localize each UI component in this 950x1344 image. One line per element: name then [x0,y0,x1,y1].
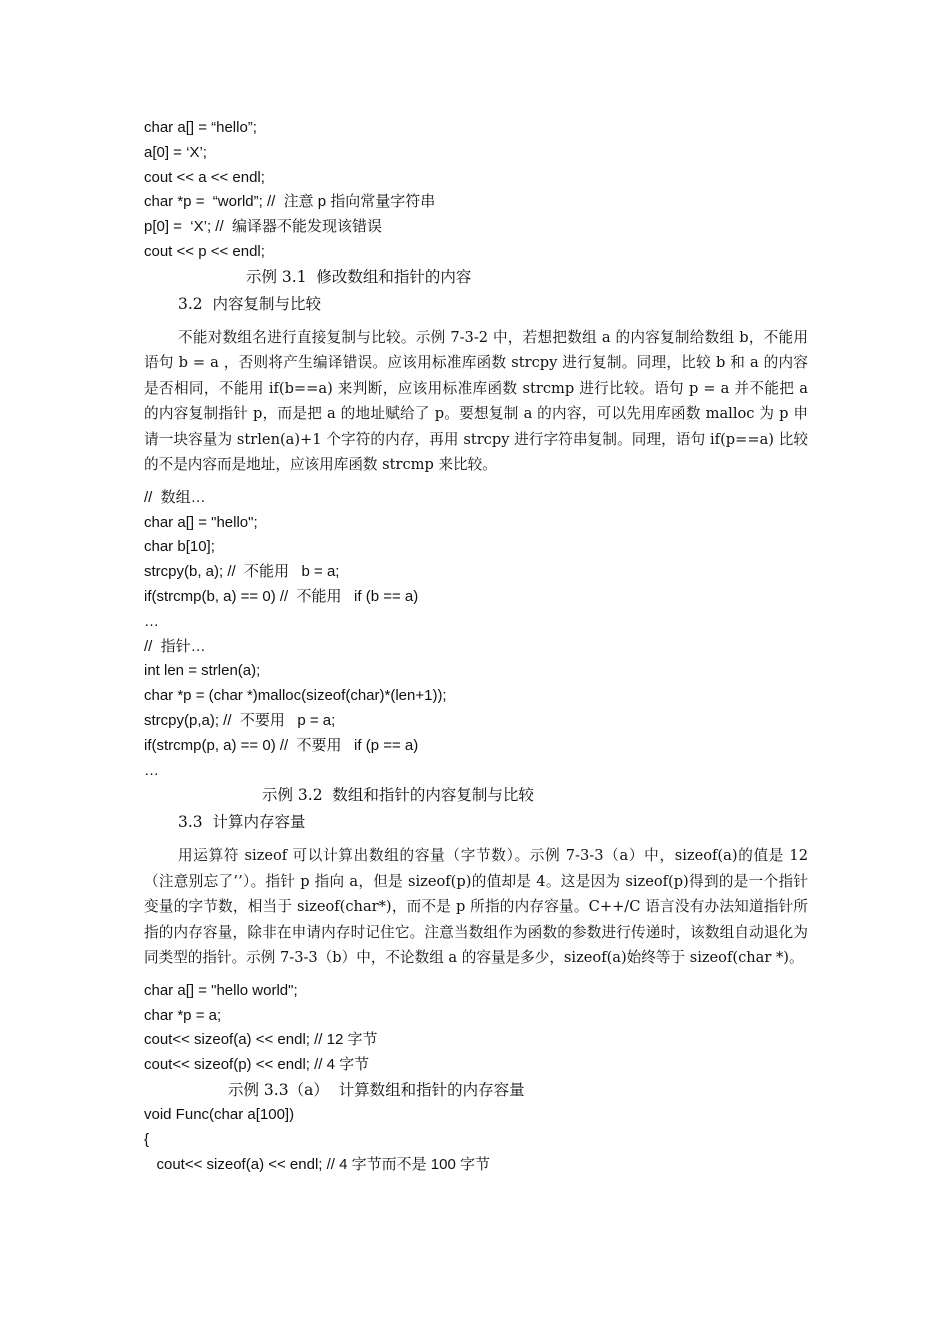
code-line: char a[] = “hello”; [144,119,257,136]
section-heading-3-2: 3.2 内容复制与比较 [178,294,322,313]
code-line: a[0] = ‘X’; [144,143,207,161]
code-line: int len = strlen(a); [144,662,261,680]
code-line: strcpy(b, a); // 不能用 b = a; [144,563,340,581]
code-line: cout<< sizeof(p) << endl; // 4 字节 [144,1056,370,1074]
code-line: char *p = a; [144,1006,222,1024]
code-line: … [144,612,159,630]
code-line: void Func(char a[100]) [144,1106,295,1124]
code-line: char a[] = "hello world"; [144,981,298,999]
caption-example-3-3a: 示例 3.3（a） 计算数组和指针的内存容量 [228,1081,525,1100]
code-line: // 指针… [144,637,206,655]
code-line: … [144,761,159,779]
paragraph-copy-compare: 不能对数组名进行直接复制与比较。示例 7-3-2 中，若想把数组 a 的内容复制给数组 b，不能用语句 b = a ，否则将产生编译错误。应该用标准库函数 strcpy 进行复制。同理，比较 b 和 a 的内容是否相同，不能用 if(b==a) 来判断，应该用标准库函数 strcmp 进行比较。语句 p = a 并不能把 a 的内容复制指针 p，而是把 a 的地址赋给了 p。要想复制 a 的内容，可以先用库函数 malloc 为 p 申请一块容量为 strlen(a)+1 个字符的内存，再用 strcpy 进行字符串复制。同理，语句 if(p==a) 比较的不是内容而是地址，应该用库函数 strcmp 来比较。 [144,328,808,474]
code-line: cout << p << endl; [144,242,265,260]
code-line: char *p = (char *)malloc(sizeof(char)*(len+1)); [144,687,447,705]
code-line: if(strcmp(b, a) == 0) // 不能用 if (b == a) [144,587,419,605]
paragraph-memory-size: 用运算符 sizeof 可以计算出数组的容量（字节数）。示例 7-3-3（a）中，sizeof(a)的值是 12（注意别忘了’’）。指针 p 指向 a，但是 sizeof(p)的值却是 4。这是因为 sizeof(p)得到的是一个指针变量的字节数，相当于 sizeof(char*)，而不是 p 所指的内存容量。C++/C 语言没有办法知道指针所指的内存容量，除非在申请内存时记住它。注意当数组作为函数的参数进行传递时，该数组自动退化为同类型的指针。示例 7-3-3（b）中，不论数组 a 的容量是多少，sizeof(a)始终等于 sizeof(char *)。 [144,847,808,967]
code-line: p[0] = ‘X’; // 编译器不能发现该错误 [144,218,382,236]
code-line: cout<< sizeof(a) << endl; // 12 字节 [144,1031,378,1049]
caption-example-3-1: 示例 3.1 修改数组和指针的内容 [246,267,472,286]
code-line: char *p = “world”; // 注意 p 指向常量字符串 [144,193,436,211]
section-heading-3-3: 3.3 计算内存容量 [178,813,306,832]
page-content [144,116,808,1177]
code-line: char a[] = "hello"; [144,513,258,531]
code-line: { [144,1130,150,1148]
code-line: if(strcmp(p, a) == 0) // 不要用 if (p == a) [144,736,419,754]
code-block-modify [144,116,808,265]
code-line: // 数组… [144,488,206,506]
code-block-func [144,1103,808,1177]
code-line: cout << a << endl; [144,168,265,186]
caption-example-3-2: 示例 3.2 数组和指针的内容复制与比较 [262,786,534,805]
code-line: strcpy(p,a); // 不要用 p = a; [144,711,336,729]
code-line: char b[10]; [144,538,215,556]
code-line: cout<< sizeof(a) << endl; // 4 字节而不是 100 字节 [144,1155,490,1173]
code-block-copy-compare [144,486,808,784]
code-block-sizeof [144,979,808,1078]
